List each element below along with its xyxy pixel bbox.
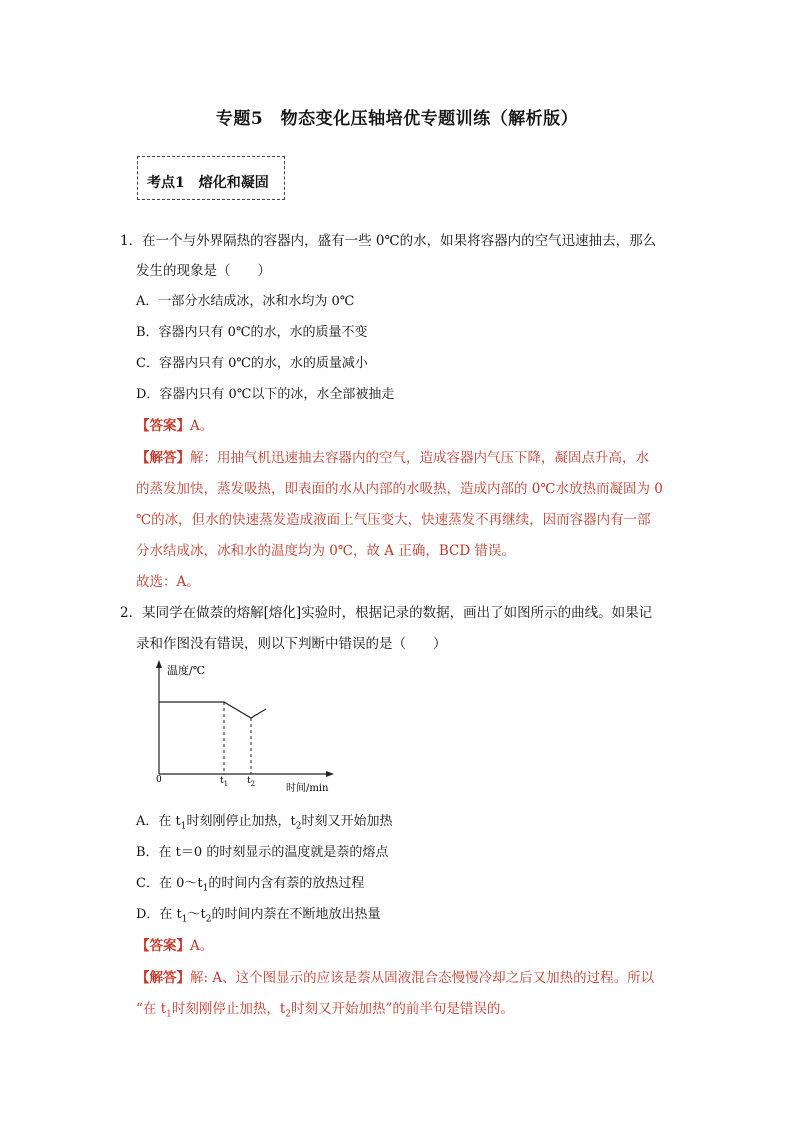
q2-answer: [136, 934, 213, 954]
temperature-curve: [159, 702, 266, 718]
q1-stem-line2: 发生的现象是（ ）: [136, 263, 271, 279]
x-axis-label: 时间/min: [286, 783, 329, 794]
q2-option-c: C．在 $0\sim t_1$的时间内含有萘的放热过程: [136, 876, 365, 894]
q2-answer-label: 【答案】: [136, 938, 190, 954]
q1-option-d: D．容器内只有 0℃以下的冰，水全部被抽走: [136, 387, 395, 402]
y-axis-arrow: [156, 660, 162, 668]
q1-answer: [136, 414, 213, 434]
q1-analysis-text1: 解：用抽气机迅速抽去容器内的空气，造成容器内气压下降，凝固点升高，水: [190, 450, 649, 466]
q1-option-c: C．容器内只有 0℃的水，水的质量减小: [136, 356, 368, 371]
t2-label: $t_2$: [247, 776, 256, 788]
y-axis-label: 温度/℃: [167, 664, 206, 677]
q2-analysis-line2: “在 $t_1$时刻刚停止加热，$t_2$时刻又开始加热”的前半句是错误的。: [136, 1001, 514, 1020]
q2-option-d: D．在 $t_1\sim t_2$的时间内萘在不断地放出热量: [136, 907, 381, 925]
origin-label: 0: [156, 775, 162, 785]
q1-answer-value: A。: [190, 418, 214, 434]
q2-analysis-line1: [136, 966, 654, 986]
q1-analysis-line1: [136, 446, 649, 466]
q2-analysis-text1: 解: A、这个图显示的应该是萘从固液混合态慢慢冷却之后又加热的过程。所以: [190, 970, 655, 986]
q2-option-b: B．在 t＝0 的时刻显示的温度就是萘的熔点: [136, 845, 389, 860]
q2-stem-line2: 录和作图没有错误，则以下判断中错误的是（ ）: [136, 636, 447, 652]
x-axis-arrow: [326, 771, 334, 777]
q1-option-b: B．容器内只有 0℃的水，水的质量不变: [136, 325, 368, 340]
topic-heading: 考点1 熔化和凝固: [147, 175, 269, 191]
q2-analysis-label: 【解答】: [136, 970, 190, 986]
q1-analysis-label: 【解答】: [136, 450, 190, 466]
q1-option-a: A．一部分水结成冰，冰和水均为 0℃: [136, 294, 355, 309]
t1-label: $t_1$: [220, 776, 229, 788]
q2-answer-value: A。: [190, 938, 214, 954]
q1-analysis-line3: ℃的冰，但水的快速蒸发造成液面上气压变大，快速蒸发不再继续，因而容器内有一部: [136, 512, 651, 528]
q2-stem-line1: 2．某同学在做萘的熔解[熔化]实验时，根据记录的数据，画出了如图所示的曲线。如果记: [120, 605, 653, 621]
q2-option-a: A．在 $t_1$时刻刚停止加热，$t_2$时刻又开始加热: [136, 814, 393, 832]
q1-answer-label: 【答案】: [136, 418, 190, 434]
temperature-time-graph: [140, 656, 340, 796]
q1-analysis-line2: 的蒸发加快，蒸发吸热，即表面的水从内部的水吸热，造成内部的 0℃水放热而凝固为 0: [136, 481, 663, 497]
q1-choose: 故选：A。: [136, 574, 200, 590]
q1-analysis-line4: 分水结成冰，冰和水的温度均为 0℃，故 A 正确，BCD 错误。: [136, 543, 515, 559]
q1-stem-line1: 1．在一个与外界隔热的容器内，盛有一些 0℃的水，如果将容器内的空气迅速抽去，那么: [120, 233, 657, 249]
page-title: 专题5 物态变化压轴培优专题训练（解析版）: [215, 109, 579, 129]
